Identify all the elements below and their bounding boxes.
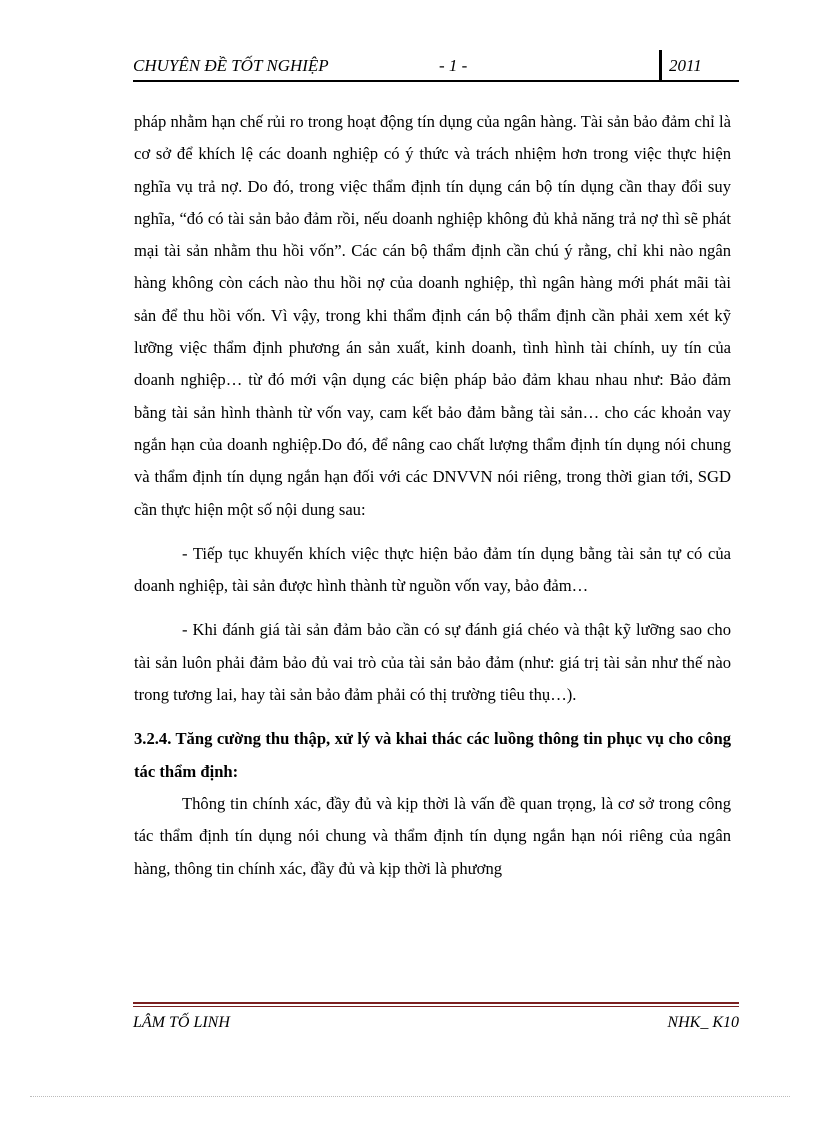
header-year: 2011 (669, 56, 702, 75)
section-heading: 3.2.4. Tăng cường thu thập, xử lý và khai thác các luồng thông tin phục vụ cho công tác thẩm định: (134, 729, 731, 781)
header-page-number: - 1 - (439, 56, 468, 75)
footer-class: NHK_ K10 (667, 1014, 739, 1031)
footer-rule-thin (133, 1006, 739, 1007)
paragraph-2: Thông tin chính xác, đầy đủ và kịp thời là vấn đề quan trọng, là cơ sở trong công tác thẩm định tín dụng nói chung và thẩm định tín dụng ngắn hạn nói riêng của ngân hàng, thông tin chính xác, đầy đủ và kịp thời là phương (134, 793, 731, 878)
header-divider (659, 50, 662, 82)
page-header (133, 50, 739, 82)
footer-rule-thick (133, 1002, 739, 1004)
footer-author: LÂM TỐ LINH (133, 1014, 230, 1031)
header-rule (133, 80, 739, 82)
bullet-1: - Tiếp tục khuyến khích việc thực hiện bảo đảm tín dụng bằng tài sản tự có của doanh nghiệp, tài sản được hình thành từ nguồn vốn vay, bảo đảm… (134, 543, 731, 596)
page-bottom-dotted-line (30, 1096, 790, 1097)
document-body (134, 106, 731, 885)
paragraph-1: pháp nhằm hạn chế rủi ro trong hoạt động tín dụng của ngân hàng. Tài sản bảo đảm chỉ là cơ sở để khích lệ các doanh nghiệp có ý thức và trách nhiệm hơn trong việc thực hiện nghĩa vụ trả nợ. Do đó, trong việc thẩm định tín dụng cán bộ tín dụng cần thay đổi suy nghĩa, “đó có tài sản bảo đảm rồi, nếu doanh nghiệp không đủ khả năng trả nợ thì sẽ phát mại tài sản nhằm thu hồi vốn”. Các cán bộ thẩm định cần chú ý rằng, chỉ khi nào ngân hàng không còn cách nào thu hồi nợ của doanh nghiệp, thì ngân hàng mới phát mãi tài sản để thu hồi vốn. Vì vậy, trong khi thẩm định cán bộ thẩm định cần phải xem xét kỹ lưỡng việc thẩm định phương án sản xuất, kinh doanh, tình hình tài chính, uy tín của doanh nghiệp… từ đó mới vận dụng các biện pháp bảo đảm khau nhau như: Bảo đảm bằng tài sản hình thành từ vốn vay, cam kết bảo đảm bằng tài sản… cho các khoản vay ngắn hạn của doanh nghiệp.Do đó, để nâng cao chất lượng thẩm định tín dụng nói chung và thẩm định tín dụng ngắn hạn đối với các DNVVN nói riêng, trong thời gian tới, SGD cần thực hiện một số nội dung sau: (134, 112, 731, 519)
bullet-2: - Khi đánh giá tài sản đảm bảo cần có sự đánh giá chéo và thật kỹ lưỡng sao cho tài sản luôn phải đảm bảo đủ vai trò của tài sản bảo đảm (như: giá trị tài sản như thế nào trong tương lai, hay tài sản bảo đảm phải có thị trường tiêu thụ…). (134, 620, 731, 705)
header-title: CHUYÊN ĐỀ TỐT NGHIỆP (133, 56, 329, 75)
page-footer (133, 1002, 739, 1042)
